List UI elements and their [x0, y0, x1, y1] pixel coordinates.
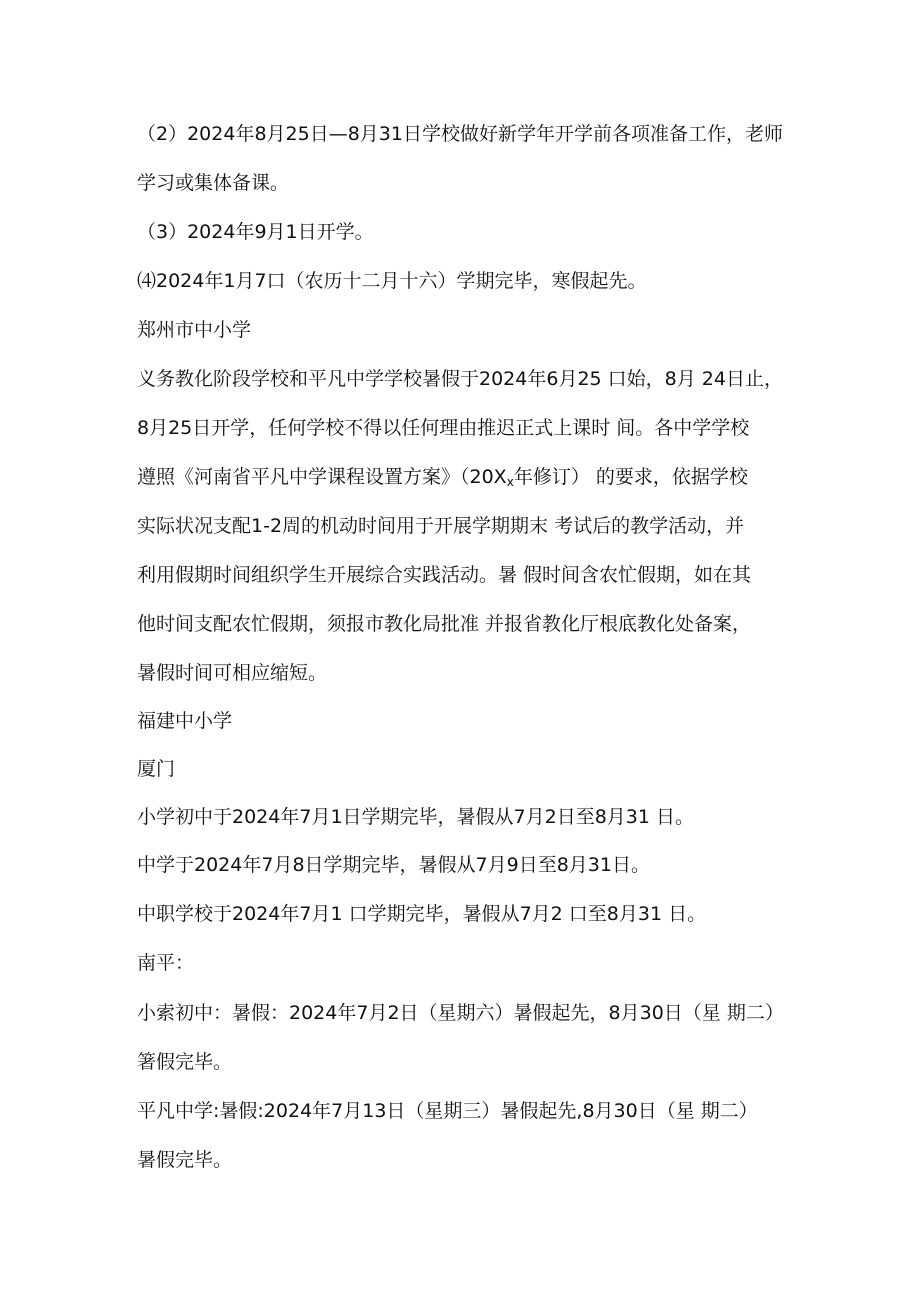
heading-nanping: 南平：: [137, 952, 195, 974]
subscript-x: x: [506, 475, 514, 489]
heading-xiamen: 厦门: [137, 758, 176, 780]
text-line-20: 箸假完毕。: [137, 1051, 233, 1073]
text-line-19: 小索初中：暑假：2024年7月2日（星期六）暑假起先，8月30日（星 期二）: [137, 1002, 784, 1024]
text-segment-b: 年修订） 的要求，依据学校: [513, 466, 748, 488]
text-line-4: ⑷2024年1月7口（农历十二月十六）学期完毕，寒假起先。: [137, 270, 647, 292]
heading-zhengzhou: 郑州市中小学: [137, 319, 252, 341]
text-line-11: 他时间支配农忙假期，须报市教化局批准 并报省教化厅根底教化处备案，: [137, 613, 752, 635]
text-line-12: 暑假时间可相应缩短。: [137, 662, 328, 684]
text-line-17: 中职学校于2024年7月1 口学期完毕，暑假从7月2 口至8月31 日。: [137, 903, 707, 925]
text-line-6: 义务教化阶段学校和平凡中学学校暑假于2024年6月25 口始，8月 24日止，: [137, 368, 783, 390]
text-line-10: 利用假期时间组织学生开展综合实践活动。暑 假时间含农忙假期，如在其: [137, 564, 752, 586]
text-line-2: 学习或集体备课。: [137, 172, 290, 194]
text-line-7: 8月25日开学，任何学校不得以任何理由推迟正式上课时 间。各中学学校: [137, 417, 750, 439]
text-line-1: （2）2024年8月25日—8月31日学校做好新学年开学前各项准备工作，老师: [137, 123, 783, 145]
text-line-15: 小学初中于2024年7月1日学期完毕，暑假从7月2日至8月31 日。: [137, 806, 695, 828]
text-segment-a: 遵照《河南省平凡中学课程设置方案》（20X: [137, 466, 507, 488]
heading-fujian: 福建中小学: [137, 710, 233, 732]
text-line-16: 中学于2024年7月8日学期完毕，暑假从7月9日至8月31日。: [137, 854, 650, 876]
text-line-9: 实际状况支配1-2周的机动时间用于开展学期期末 考试后的教学活动，并: [137, 515, 745, 537]
text-line-3: （3）2024年9月1日开学。: [137, 221, 374, 243]
text-line-22: 暑假完毕。: [137, 1149, 233, 1171]
text-line-8: [137, 465, 837, 494]
text-line-21: 平凡中学:暑假:2024年7月13日（星期三）暑假起先,8月30日（星 期二）: [137, 1100, 758, 1122]
